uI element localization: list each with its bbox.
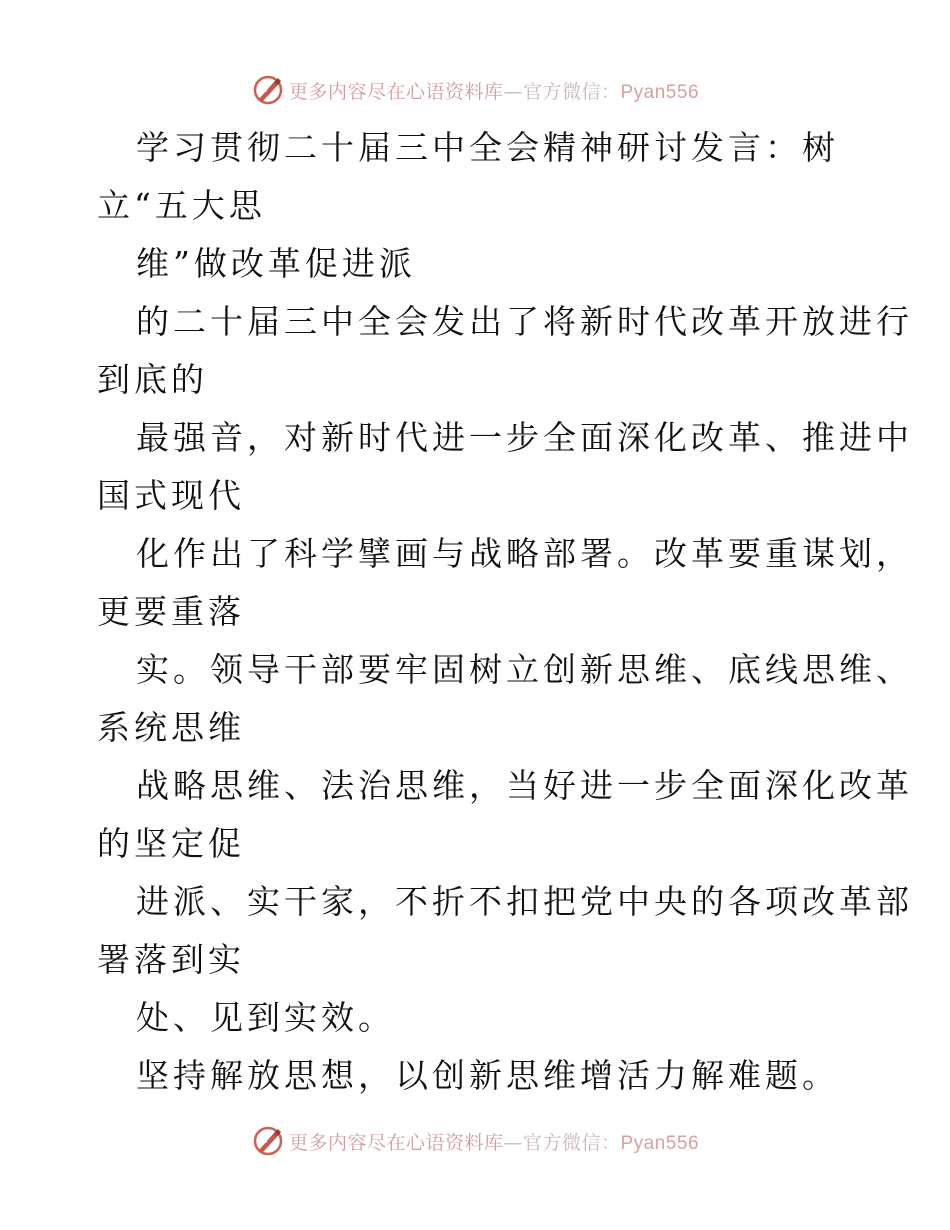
- pen-logo-icon: [251, 1124, 285, 1158]
- footer-watermark: [0, 1123, 950, 1159]
- text-line: 署落到实: [97, 940, 245, 979]
- text-line: 实。领导干部要牢固树立创新思维、底线思维、: [136, 650, 913, 689]
- text-line: 立“五大思: [97, 186, 266, 225]
- text-line: 进派、实干家，不折不扣把党中央的各项改革部: [136, 882, 913, 921]
- text-line: 维”做改革促进派: [136, 244, 416, 283]
- watermark-text: 更多内容尽在心语资料库—官方微信：Pyan556: [288, 1131, 700, 1154]
- text-line: 坚持解放思想，以创新思维增活力解难题。: [136, 1056, 839, 1095]
- header-watermark: [0, 72, 950, 108]
- text-line: 学习贯彻二十届三中全会精神研讨发言：树: [136, 128, 839, 167]
- text-line: 战略思维、法治思维，当好进一步全面深化改革: [136, 766, 913, 805]
- text-line: 处、见到实效。: [136, 998, 395, 1037]
- text-line: 的二十届三中全会发出了将新时代改革开放进行: [136, 302, 913, 341]
- pen-logo-icon: [251, 73, 285, 107]
- text-line: 国式现代: [97, 476, 245, 515]
- text-line: 化作出了科学擘画与战略部署。改革要重谋划，: [136, 534, 913, 573]
- text-line: 到底的: [97, 360, 208, 399]
- text-line: 系统思维: [97, 708, 245, 747]
- text-line: 最强音，对新时代进一步全面深化改革、推进中: [136, 418, 913, 457]
- watermark-text: 更多内容尽在心语资料库—官方微信：Pyan556: [288, 80, 700, 103]
- text-line: 的坚定促: [97, 824, 245, 863]
- text-line: 更要重落: [97, 592, 245, 631]
